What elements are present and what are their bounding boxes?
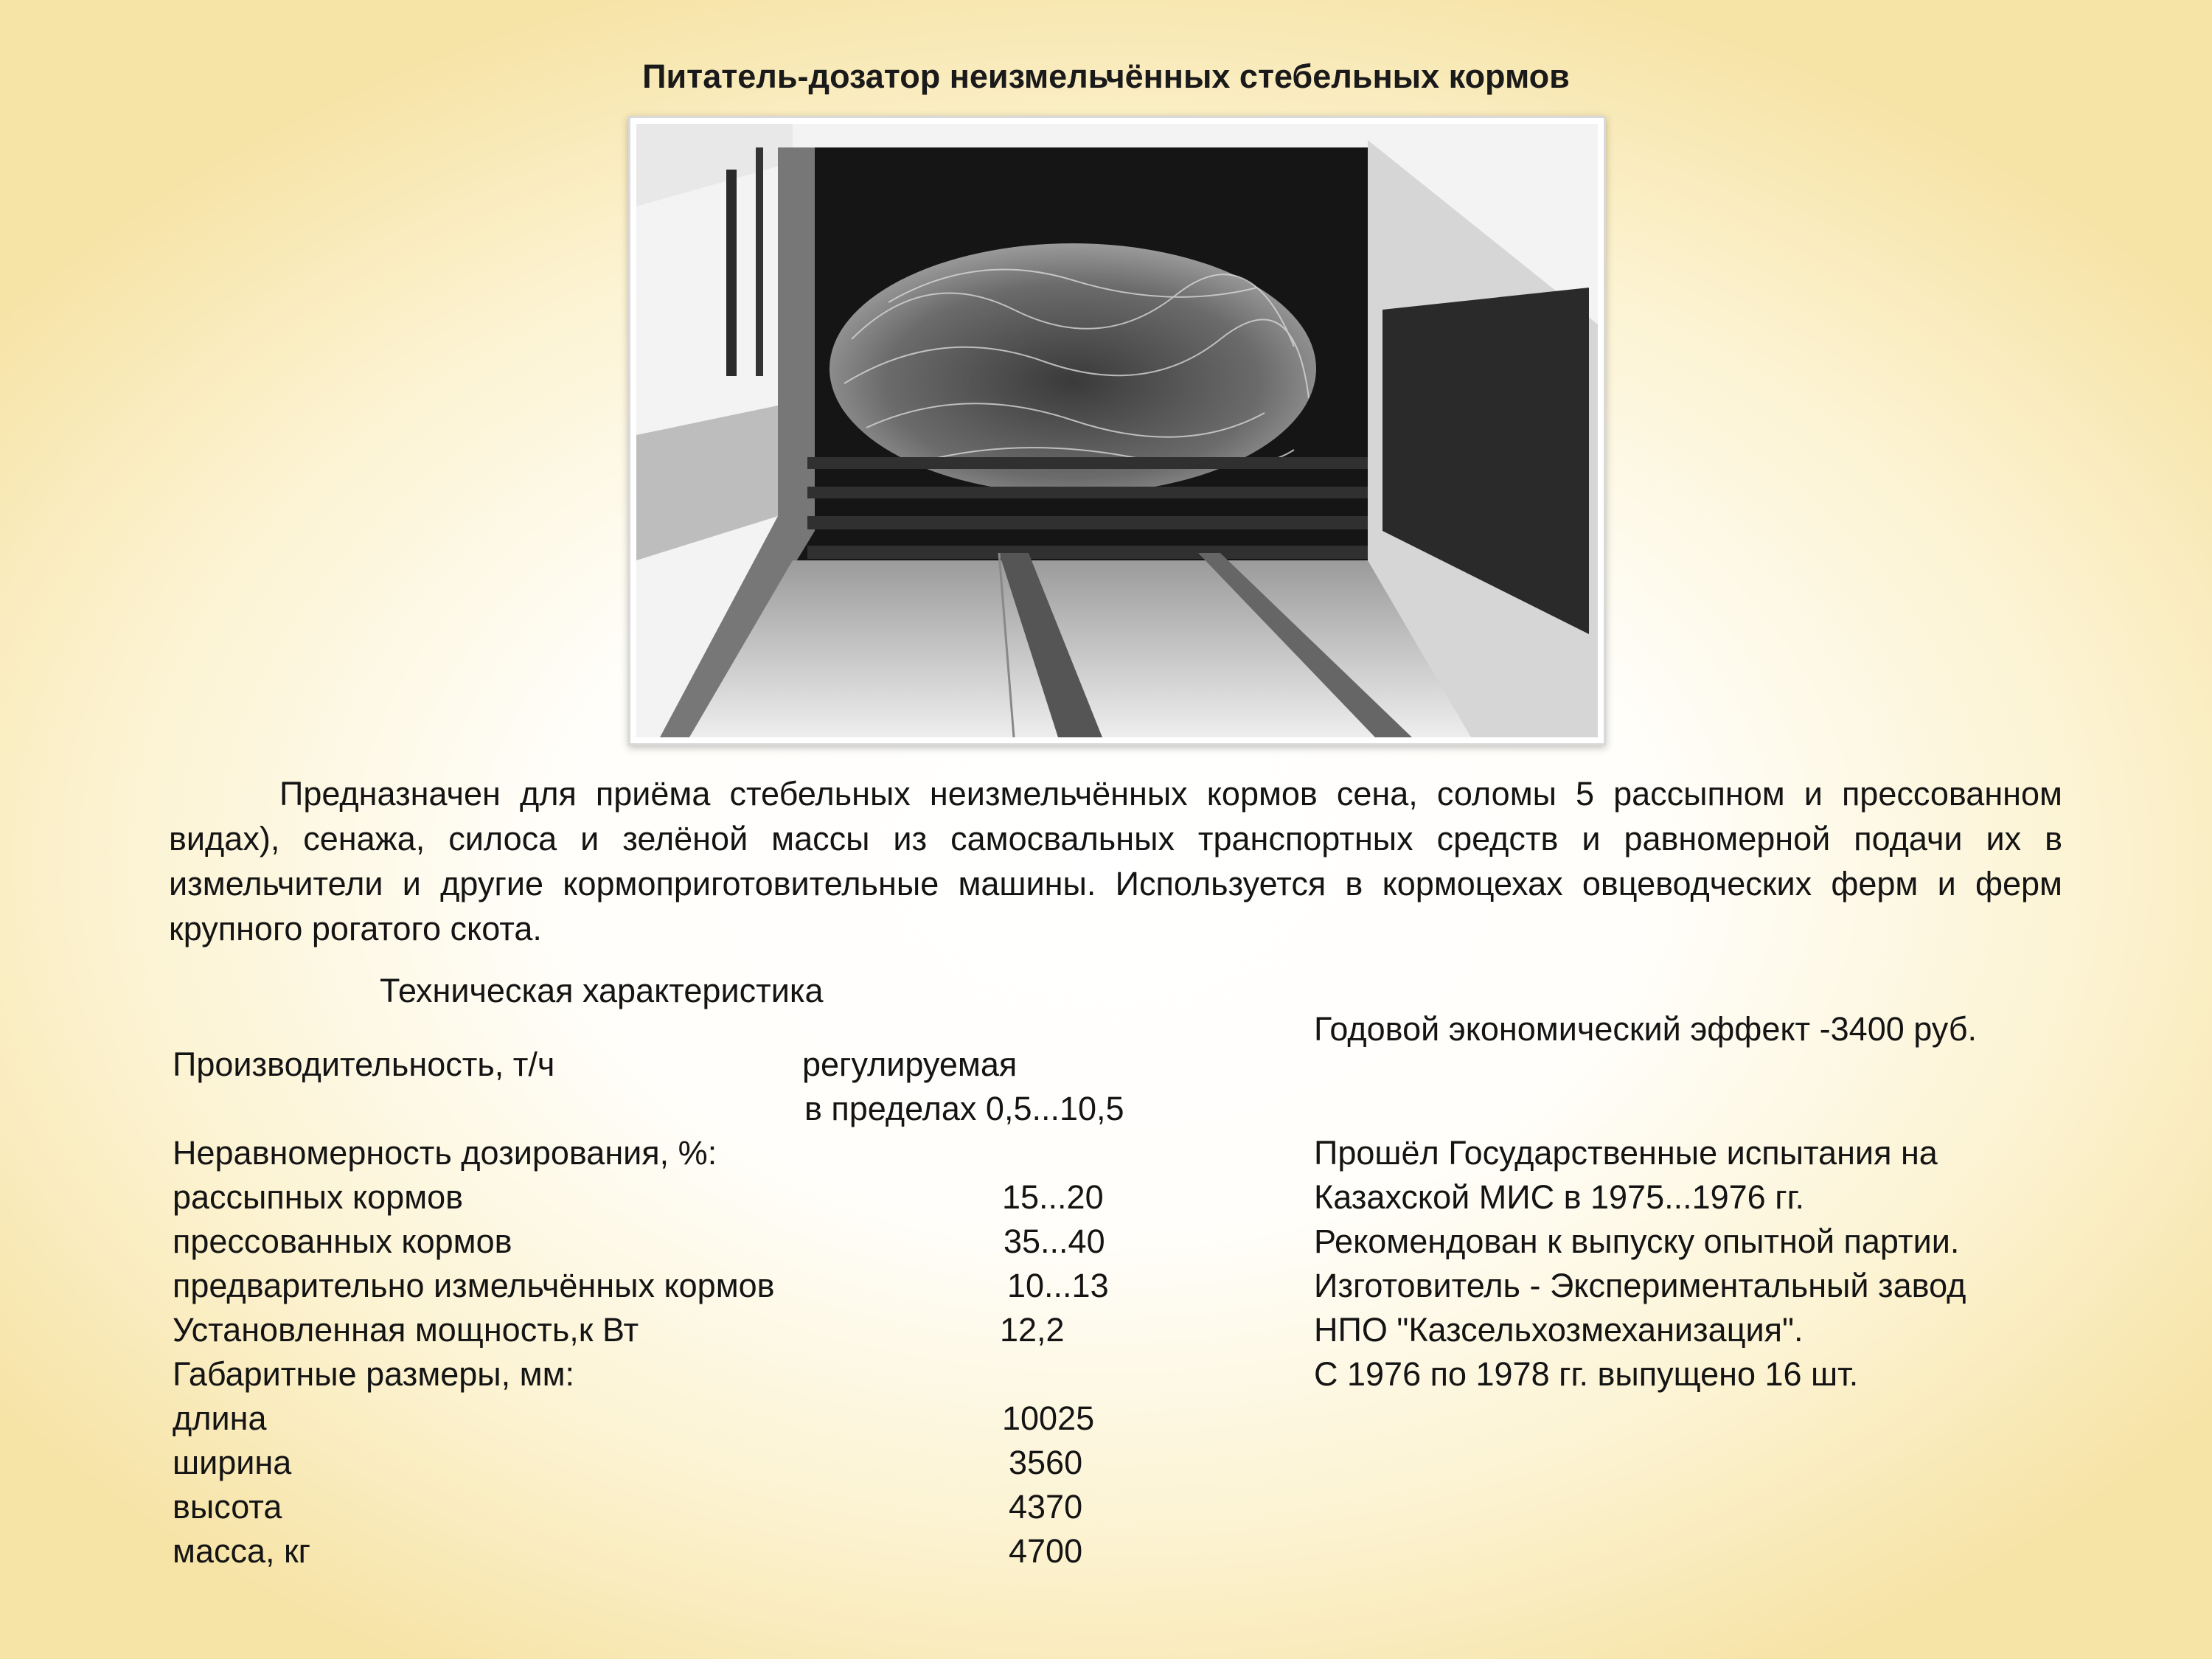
spec-label: прессованных кормов	[173, 1222, 512, 1260]
spec-value: 3560	[1009, 1444, 1083, 1481]
intro-paragraph: Предназначен для приёма стебельных неизмельчённых кормов сена, соломы 5 рассыпном и прессованном видах), сенажа, силоса и зелёной массы из самосвальных транспортных средств и равномерной подачи их в измельчители и другие кормоприготовительные машины. Используется в кормоцехах овцеводческих ферм и ферм крупного рогатого скота.	[169, 775, 2062, 947]
spec-value: 10...13	[1007, 1267, 1109, 1304]
spec-label: предварительно измельчённых кормов	[173, 1267, 775, 1304]
spec-label: Неравномерность дозирования, %:	[173, 1134, 717, 1172]
spec-label: масса, кг	[173, 1532, 311, 1570]
info-line: Рекомендован к выпуску опытной партии.	[1314, 1222, 1960, 1260]
economic-effect: Годовой экономический эффект -3400 руб.	[1314, 1010, 1978, 1048]
info-line: Казахской МИС в 1975...1976 гг.	[1314, 1178, 1805, 1216]
spec-value: в пределах 0,5...10,5	[804, 1090, 1124, 1127]
page-title: Питатель-дозатор неизмельчённых стебельных кормов	[642, 58, 1570, 95]
spec-value: 12,2	[1000, 1311, 1065, 1349]
spec-value: регулируемая	[802, 1046, 1018, 1083]
spec-label: длина	[173, 1399, 267, 1437]
spec-value: 4700	[1009, 1532, 1083, 1570]
spec-label: Габаритные размеры, мм:	[173, 1355, 575, 1393]
info-line: Прошёл Государственные испытания на	[1314, 1134, 1938, 1172]
spec-label: высота	[173, 1488, 282, 1526]
spec-value: 4370	[1009, 1488, 1083, 1526]
feeder-photo	[628, 116, 1606, 745]
info-line: Изготовитель - Экспериментальный завод	[1314, 1267, 1966, 1304]
spec-label: ширина	[173, 1444, 292, 1481]
spec-heading: Техническая характеристика	[380, 972, 824, 1009]
spec-label: Производительность, т/ч	[173, 1046, 555, 1083]
info-line: С 1976 по 1978 гг. выпущено 16 шт.	[1314, 1355, 1859, 1393]
info-line: НПО "Казсельхозмеханизация".	[1314, 1311, 1804, 1349]
spec-label: Установленная мощность,к Вт	[173, 1311, 639, 1349]
spec-value: 35...40	[1004, 1222, 1105, 1260]
spec-value: 10025	[1002, 1399, 1095, 1437]
spec-value: 15...20	[1002, 1178, 1104, 1216]
spec-label: рассыпных кормов	[173, 1178, 464, 1216]
